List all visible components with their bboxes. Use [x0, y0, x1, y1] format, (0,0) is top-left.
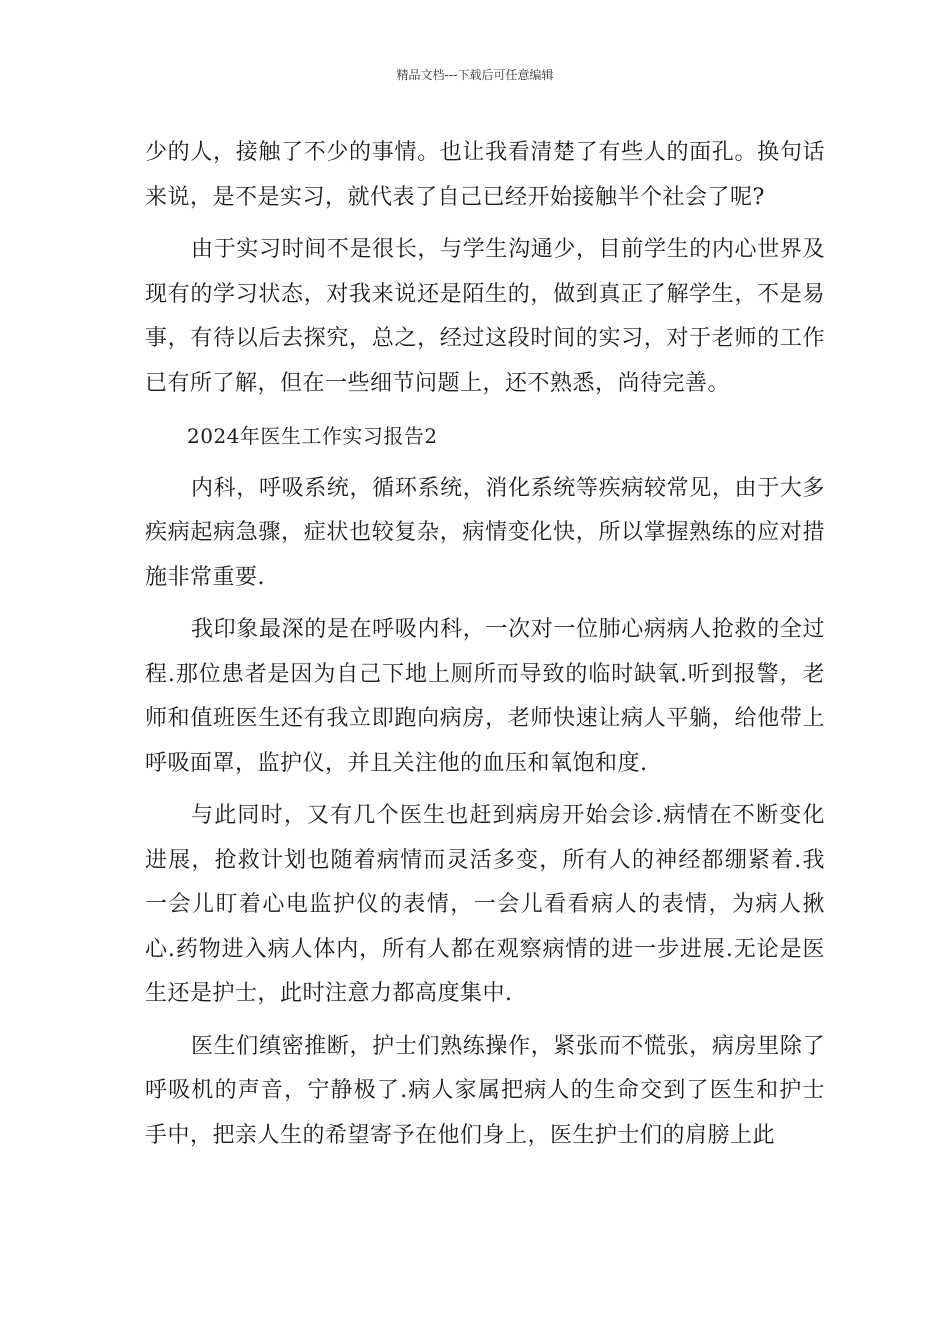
paragraph: 我印象最深的是在呼吸内科，一次对一位肺心病病人抢救的全过程.那位患者是因为自己下地上厕所而导致的临时缺氧.听到报警，老师和值班医生还有我立即跑向病房，老师快速让病人平躺，给他带上呼吸面罩，监护仪，并且关注他的血压和氧饱和度. — [145, 617, 825, 776]
page-header: 精品文档---下载后可任意编辑 — [396, 68, 554, 82]
paragraph: 由于实习时间不是很长，与学生沟通少，目前学生的内心世界及现有的学习状态，对我来说还是陌生的，做到真正了解学生，不是易事，有待以后去探究，总之，经过这段时间的实习，对于老师的工作已有所了解，但在一些细节问题上，还不熟悉，尚待完善。 — [145, 237, 825, 396]
paragraph: 与此同时，又有几个医生也赶到病房开始会诊.病情在不断变化进展，抢救计划也随着病情而灵活多变，所有人的神经都绷紧着.我一会儿盯着心电监护仪的表情，一会儿看看病人的表情，为病人揪心.药物进入病人体内，所有人都在观察病情的进一步进展.无论是医生还是护士，此时注意力都高度集中. — [145, 803, 825, 1006]
section-heading: 2024年医生工作实习报告2 — [187, 424, 438, 448]
paragraph-continuation: 少的人，接触了不少的事情。也让我看清楚了有些人的面孔。换句话来说，是不是实习，就代表了自己已经开始接触半个社会了呢? — [145, 140, 825, 210]
paragraph: 医生们缜密推断，护士们熟练操作，紧张而不慌张，病房里除了呼吸机的声音，宁静极了.病人家属把病人的生命交到了医生和护士手中，把亲人生的希望寄予在他们身上，医生护士们的肩膀上此 — [145, 1033, 825, 1148]
paragraph: 内科，呼吸系统，循环系统，消化系统等疾病较常见，由于大多疾病起病急骤，症状也较复杂，病情变化快，所以掌握熟练的应对措施非常重要. — [145, 475, 825, 590]
document-body — [145, 131, 825, 1166]
